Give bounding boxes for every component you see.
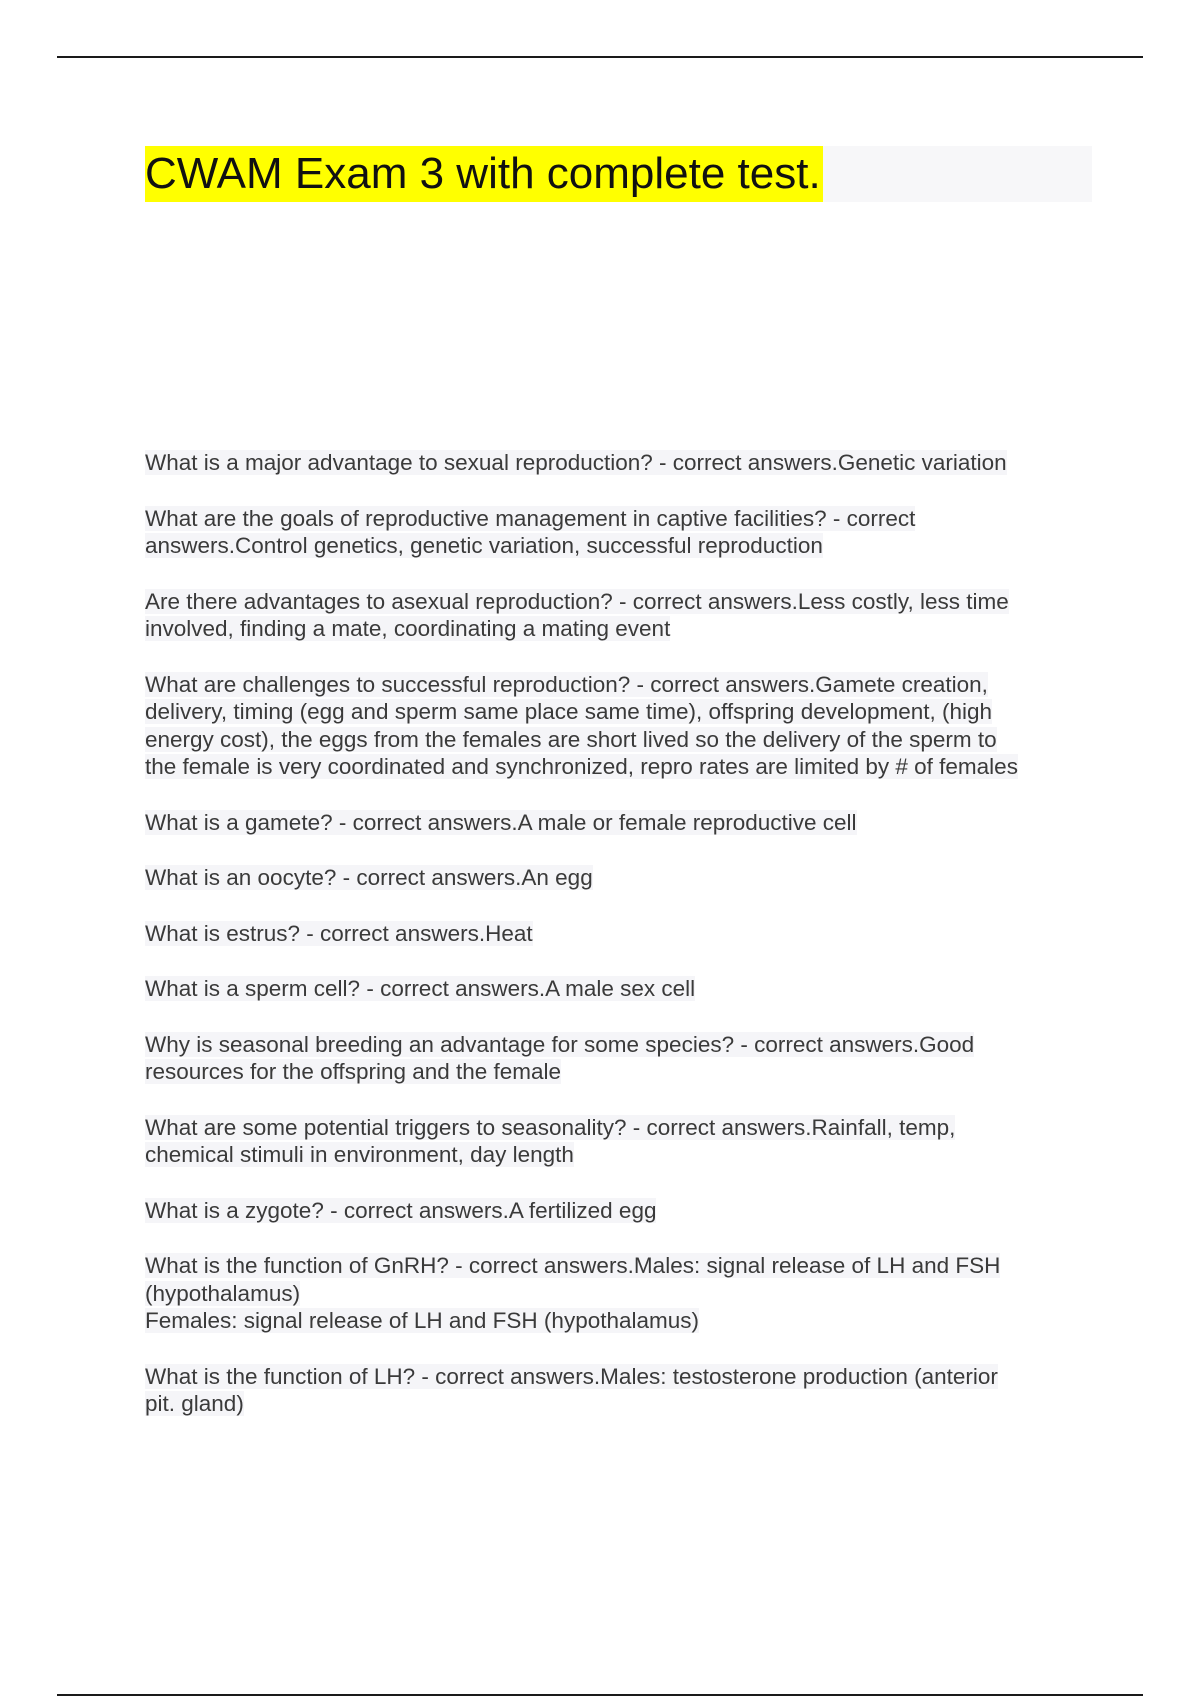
qa-item — [145, 505, 1085, 560]
qa-line: answers.Control genetics, genetic variation, successful reproduction — [145, 533, 823, 558]
qa-item — [145, 1197, 1085, 1225]
qa-line: What is the function of LH? - correct answers.Males: testosterone production (anterior — [145, 1363, 998, 1389]
qa-line: What is a zygote? - correct answers.A fertilized egg — [145, 1197, 657, 1223]
qa-line: What is the function of GnRH? - correct answers.Males: signal release of LH and FSH — [145, 1253, 1001, 1278]
qa-line: What are challenges to successful reproduction? - correct answers.Gamete creation, — [145, 671, 988, 697]
qa-item — [145, 1252, 1085, 1335]
qa-line: What is a sperm cell? - correct answers.A male sex cell — [145, 976, 696, 1001]
document-title: CWAM Exam 3 with complete test. — [145, 146, 823, 202]
qa-line: energy cost), the eggs from the females are short lived so the delivery of the sperm to — [145, 726, 997, 752]
qa-line: What is an oocyte? - correct answers.An egg — [145, 865, 593, 890]
qa-line: involved, finding a mate, coordinating a mating event — [145, 616, 671, 641]
qa-line: Why is seasonal breeding an advantage for some species? - correct answers.Good — [145, 1031, 975, 1057]
top-rule — [57, 56, 1143, 58]
qa-line: chemical stimuli in environment, day length — [145, 1142, 574, 1167]
qa-item — [145, 1114, 1085, 1169]
qa-line: pit. gland) — [145, 1391, 244, 1416]
qa-item — [145, 975, 1085, 1003]
qa-line: Females: signal release of LH and FSH (hypothalamus) — [145, 1308, 700, 1333]
qa-item — [145, 920, 1085, 948]
qa-line: What is a major advantage to sexual reproduction? - correct answers.Genetic variation — [145, 450, 1007, 475]
qa-line: (hypothalamus) — [145, 1280, 301, 1306]
qa-item — [145, 809, 1085, 837]
qa-item — [145, 864, 1085, 892]
qa-item — [145, 1363, 1085, 1418]
qa-line: Are there advantages to asexual reproduction? - correct answers.Less costly, less time — [145, 588, 1009, 614]
qa-line: What is a gamete? - correct answers.A male or female reproductive cell — [145, 809, 857, 835]
bottom-rule — [57, 1694, 1143, 1696]
qa-item — [145, 671, 1085, 781]
qa-item — [145, 1031, 1085, 1086]
qa-line: What are some potential triggers to seasonality? - correct answers.Rainfall, temp, — [145, 1114, 956, 1140]
qa-line: delivery, timing (egg and sperm same place same time), offspring development, (high — [145, 699, 993, 724]
qa-item — [145, 449, 1085, 477]
qa-line: What are the goals of reproductive management in captive facilities? - correct — [145, 505, 916, 531]
qa-line: resources for the offspring and the female — [145, 1059, 562, 1084]
qa-line: What is estrus? - correct answers.Heat — [145, 920, 533, 946]
qa-list — [145, 449, 1085, 1446]
qa-item — [145, 588, 1085, 643]
qa-line: the female is very coordinated and synchronized, repro rates are limited by # of females — [145, 754, 1018, 779]
